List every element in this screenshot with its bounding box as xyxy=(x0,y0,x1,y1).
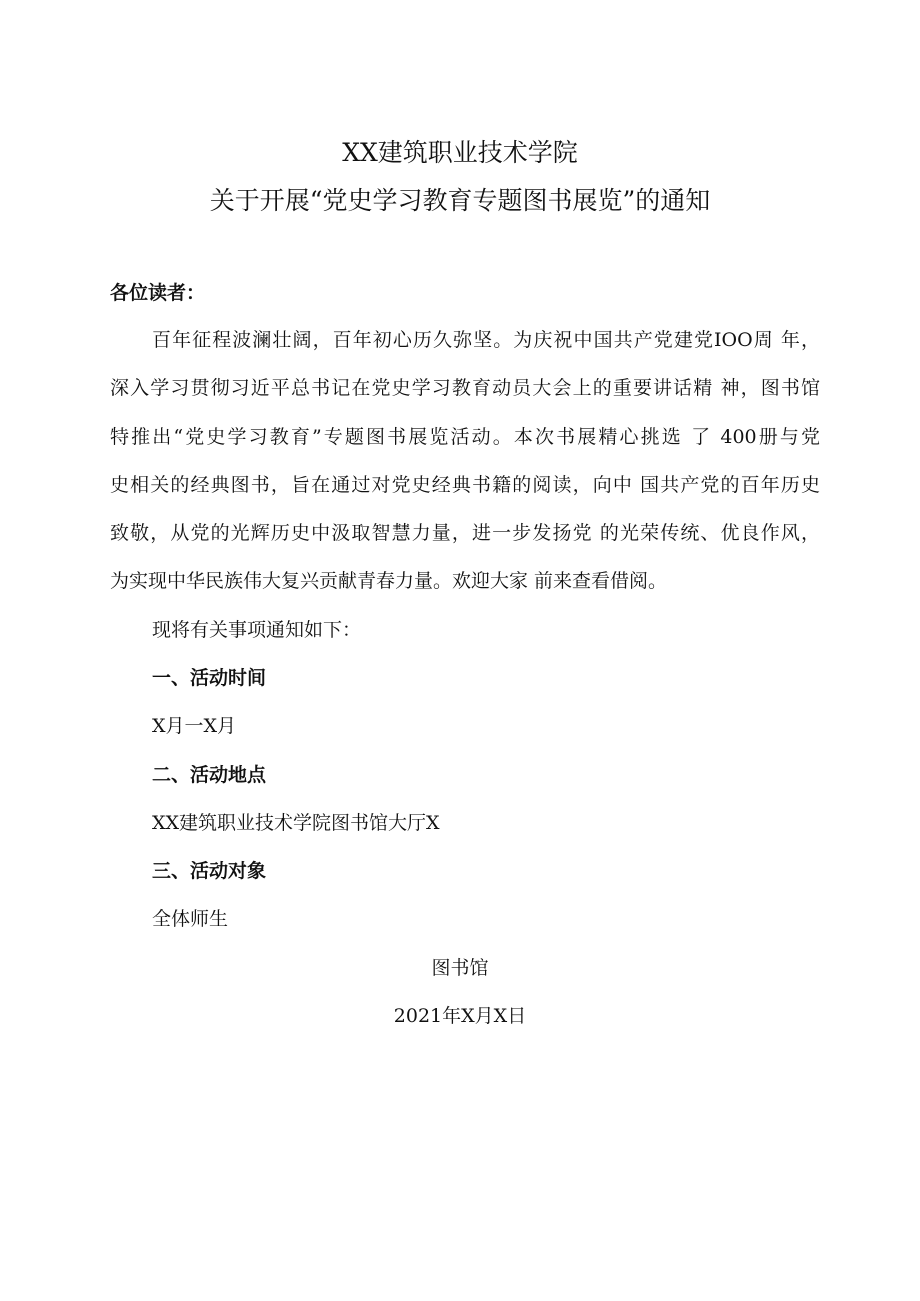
document-title-line1: XX建筑职业技术学院 xyxy=(342,138,578,167)
section-content-time: X月一X月 xyxy=(152,715,237,737)
section-content-audience: 全体师生 xyxy=(152,908,229,930)
intro-text: 现将有关事项通知如下： xyxy=(152,619,362,641)
body-paragraph-line: 为实现中华民族伟大复兴贡献青春力量。欢迎大家 前来查看借阅。 xyxy=(110,570,668,592)
salutation: 各位读者： xyxy=(110,282,206,304)
signature-issuer: 图书馆 xyxy=(431,957,489,979)
body-paragraph-line: 史相关的经典图书，旨在通过对党史经典书籍的阅读，向中 国共产党的百年历史 xyxy=(110,474,820,496)
body-paragraph-line: 致敬，从党的光辉历史中汲取智慧力量，进一步发扬党 的光荣传统、优良作风， xyxy=(110,522,820,544)
body-paragraph-line: 深入学习贯彻习近平总书记在党史学习教育动员大会上的重要讲话精 神，图书馆 xyxy=(110,377,820,399)
section-heading-audience: 三、活动对象 xyxy=(152,860,267,882)
section-heading-location: 二、活动地点 xyxy=(152,764,267,786)
section-content-location: XX建筑职业技术学院图书馆大厅X xyxy=(152,812,440,834)
body-paragraph-line: 百年征程波澜壮阔，百年初心历久弥坚。为庆祝中国共产党建党IOO周 年， xyxy=(152,329,820,351)
document-title-line2: 关于开展“党史学习教育专题图书展览”的通知 xyxy=(209,186,711,215)
section-heading-time: 一、活动时间 xyxy=(152,667,267,689)
body-paragraph-line: 特推出“党史学习教育”专题图书展览活动。本次书展精心挑选 了 400册与党 xyxy=(110,426,820,448)
signature-date: 2021年X月X日 xyxy=(393,1005,527,1027)
